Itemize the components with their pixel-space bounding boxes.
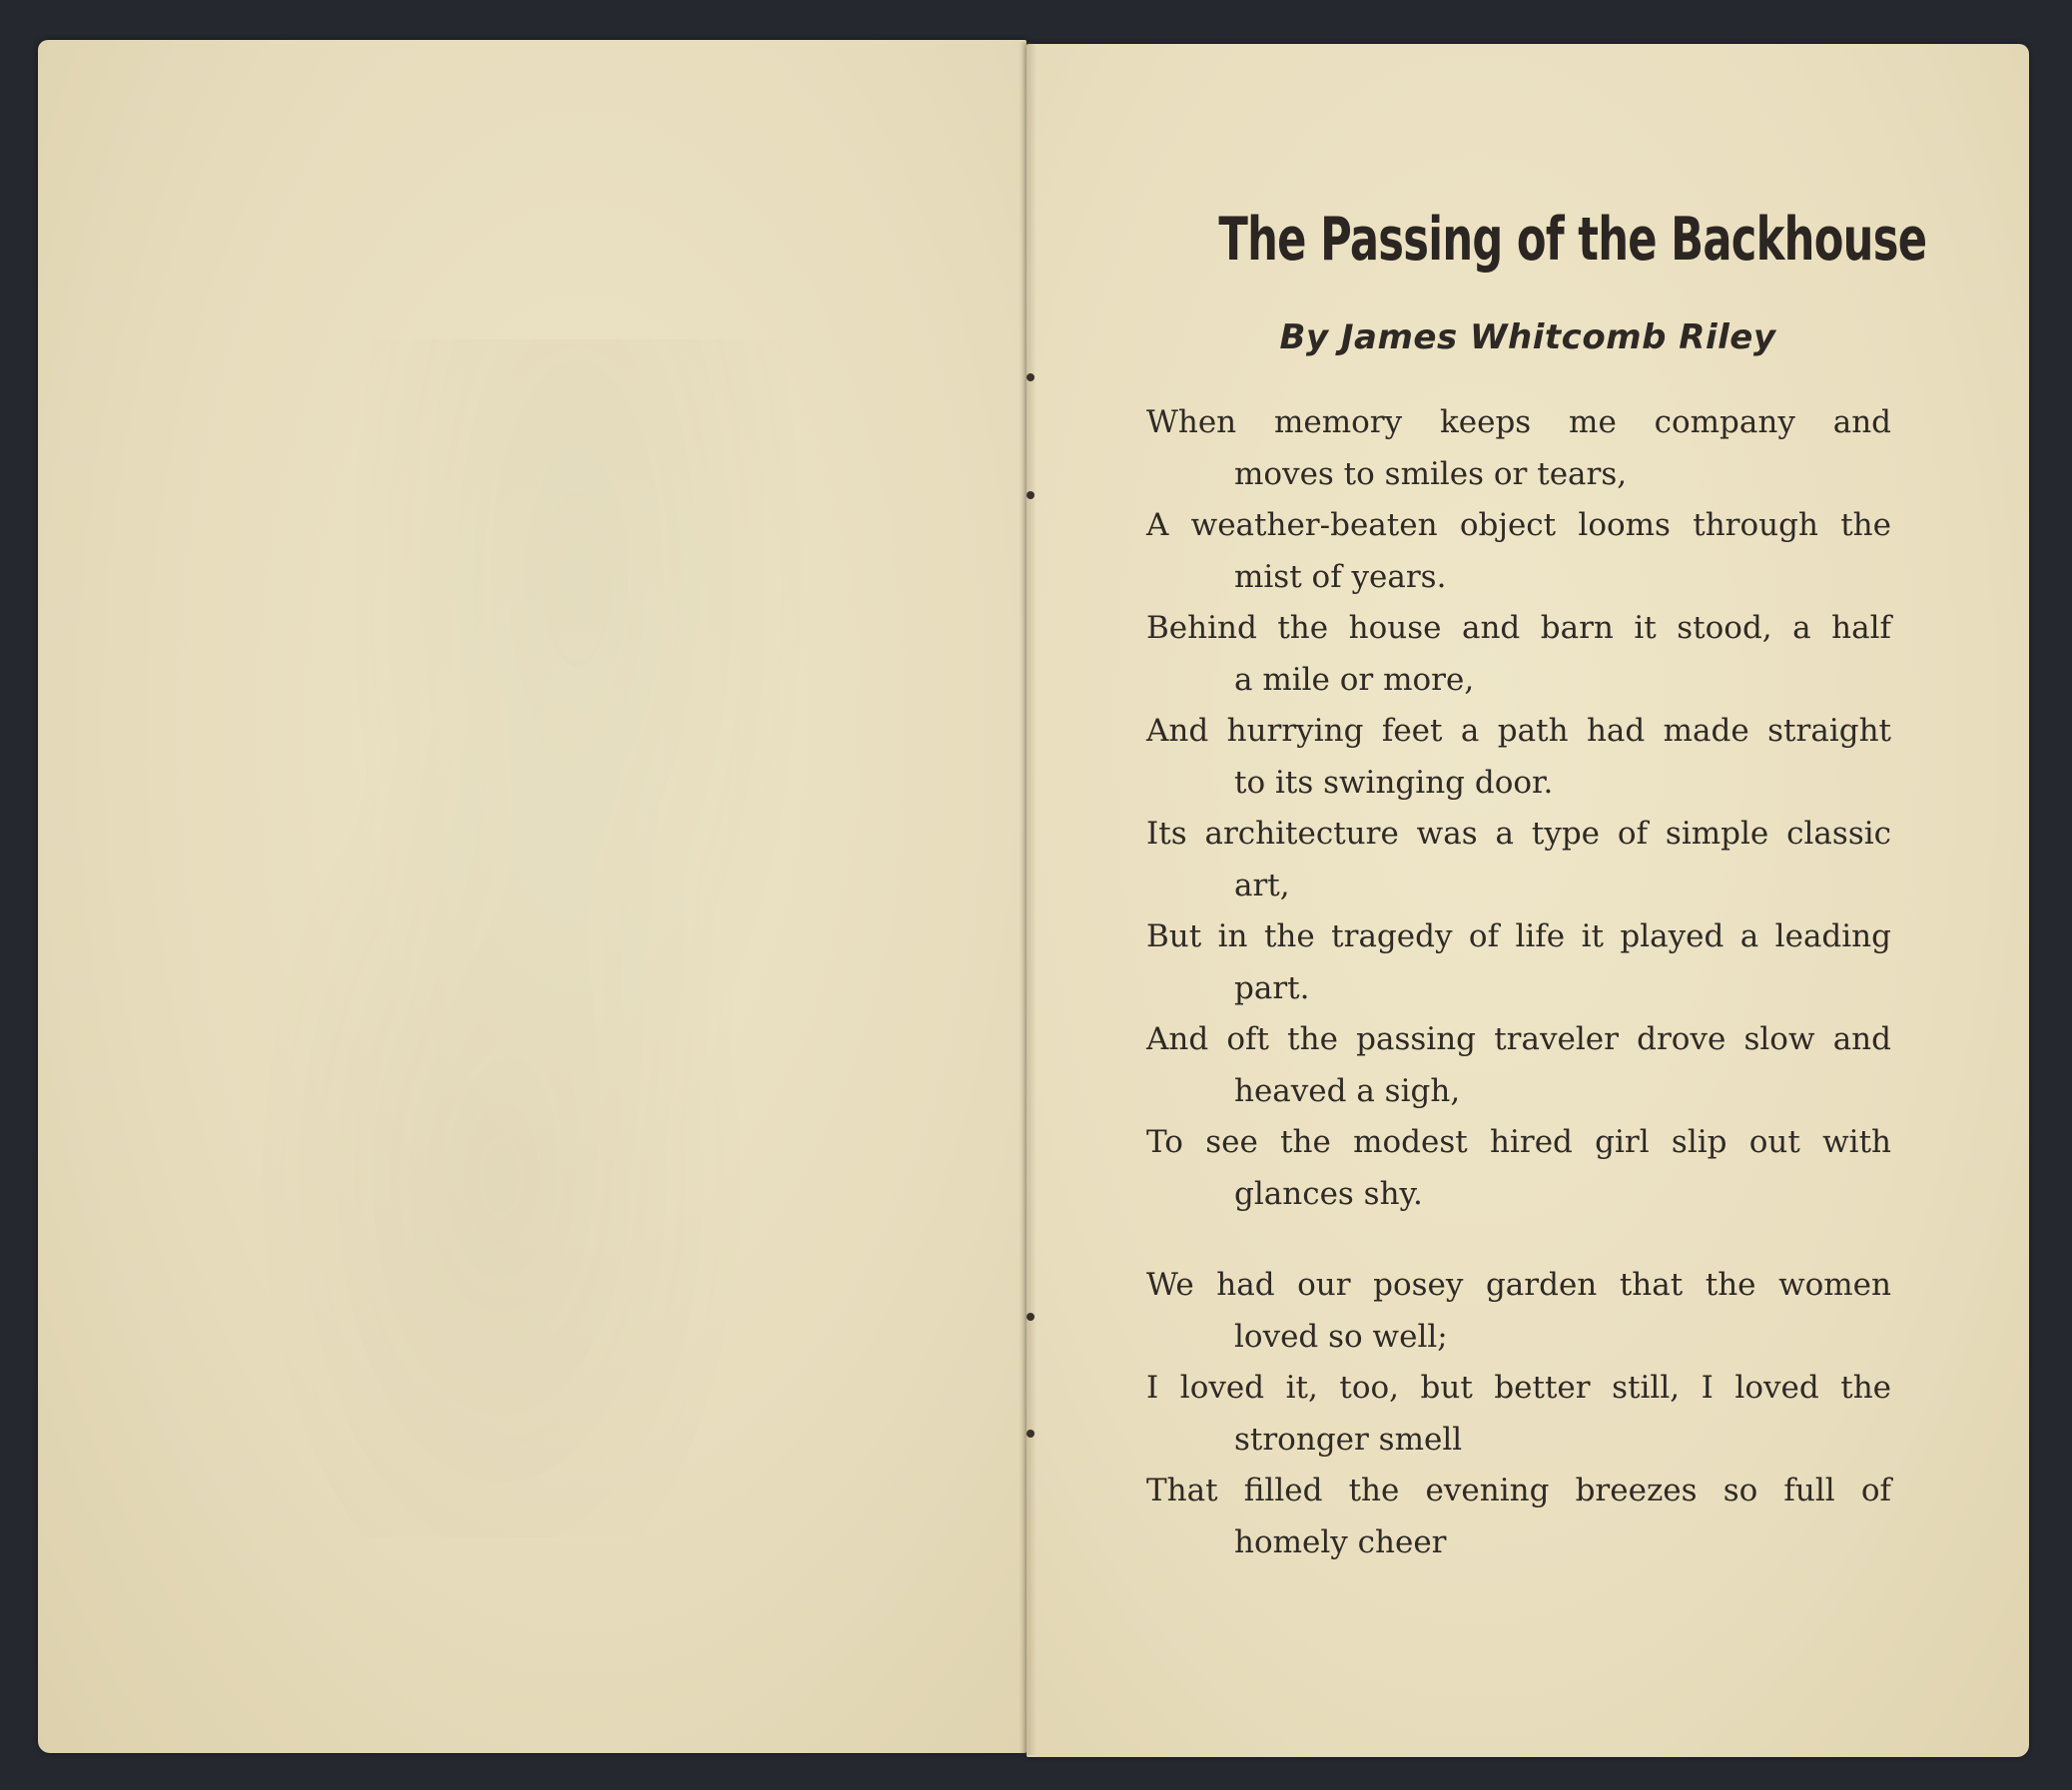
poem-line-continuation: to its swinging door.	[1234, 764, 1554, 801]
stitch-hole	[1027, 1313, 1035, 1321]
poem-line-continuation: mist of years.	[1234, 558, 1447, 595]
stitch-hole	[1027, 491, 1035, 499]
poem-line: We had our posey garden that the women	[1146, 1267, 1891, 1303]
poem-line: A weather-beaten object looms through the	[1146, 507, 1891, 543]
poem-line: But in the tragedy of life it played a leading	[1146, 918, 1891, 954]
poem-line-continuation: moves to smiles or tears,	[1234, 455, 1628, 492]
poem-line: Behind the house and barn it stood, a half	[1146, 610, 1891, 646]
poem-line-continuation: loved so well;	[1234, 1318, 1448, 1355]
poem-line-continuation: glances shy.	[1234, 1175, 1423, 1212]
book-gutter	[1019, 42, 1036, 1755]
left-page	[38, 40, 1027, 1753]
stanza	[1146, 397, 1891, 1220]
author-byline: By James Whitcomb Riley	[1279, 317, 1776, 357]
stitch-hole	[1027, 1430, 1035, 1438]
page-title: The Passing of the Backhouse	[1218, 205, 1927, 275]
poem-line-continuation: a mile or more,	[1234, 661, 1475, 698]
poem-line: I loved it, too, but better still, I loved the	[1146, 1370, 1891, 1406]
poem-line: To see the modest hired girl slip out with	[1146, 1124, 1891, 1160]
poem-line-continuation: heaved a sigh,	[1234, 1072, 1461, 1109]
poem-line-continuation: stronger smell	[1234, 1421, 1463, 1458]
poem-line-continuation: part.	[1234, 969, 1310, 1006]
poem-line-continuation: art,	[1234, 867, 1290, 903]
poem-line: Its architecture was a type of simple classic	[1146, 816, 1891, 852]
stitch-hole	[1027, 373, 1035, 381]
show-through-ghost	[198, 339, 957, 1537]
poem-body	[1146, 397, 1891, 1568]
stanza-break	[1146, 1220, 1891, 1260]
stanza	[1146, 1260, 1891, 1568]
poem-line: And oft the passing traveler drove slow and	[1146, 1021, 1891, 1057]
poem-line: When memory keeps me company and	[1146, 404, 1891, 440]
poem-line: That filled the evening breezes so full of	[1146, 1473, 1891, 1508]
poem-line: And hurrying feet a path had made straight	[1146, 713, 1891, 749]
poem-line-continuation: homely cheer	[1234, 1523, 1447, 1560]
